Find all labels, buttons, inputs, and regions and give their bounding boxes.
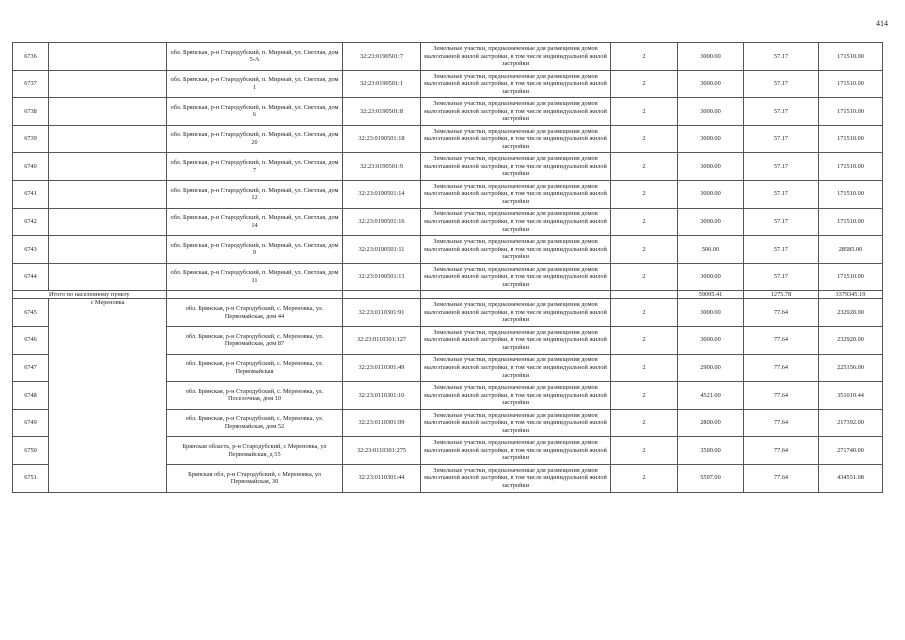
land-cadastral-table xyxy=(12,42,883,493)
category-cell: 2 xyxy=(611,464,678,492)
cadastral-number-cell: 32:23:0110301:10 xyxy=(343,382,421,410)
address-cell: обл. Брянская, р-н Стародубский, п. Мирный, ул. Светлая, дом 6 xyxy=(167,98,343,126)
cadastral-value-cell: 171510.00 xyxy=(819,43,883,71)
address-cell: обл. Брянская, р-н Стародубский, с. Мереновка, ул. Поселочная, дом 10 xyxy=(167,382,343,410)
address-cell: обл. Брянская, р-н Стародубский, п. Мирный, ул. Светлая, дом 1 xyxy=(167,70,343,98)
table-row xyxy=(13,180,883,208)
row-number: 6751 xyxy=(13,464,49,492)
cadastral-value-cell: 271740.00 xyxy=(819,437,883,465)
cadastral-value-cell: 232920.00 xyxy=(819,326,883,354)
table-row xyxy=(13,263,883,291)
land-use-cell: Земельные участки, предназначенные для размещения домов малоэтажной жилой застройки, в том числе индивидуальной жилой застройки xyxy=(421,208,611,236)
land-use-cell: Земельные участки, предназначенные для размещения домов малоэтажной жилой застройки, в том числе индивидуальной жилой застройки xyxy=(421,437,611,465)
address-cell: обл. Брянская, р-н Стародубский, с. Мереновка, ул. Первомайская xyxy=(167,354,343,382)
cadastral-number-cell: 32:23:0110301:91 xyxy=(343,299,421,327)
rate-cell: 57.17 xyxy=(744,236,819,264)
cadastral-number-cell: 32:23:0110301:49 xyxy=(343,354,421,382)
empty-cell xyxy=(611,291,678,299)
table-row xyxy=(13,153,883,181)
area-cell: 4521.00 xyxy=(678,382,744,410)
land-use-cell: Земельные участки, предназначенные для размещения домов малоэтажной жилой застройки, в том числе индивидуальной жилой застройки xyxy=(421,70,611,98)
rate-cell: 57.17 xyxy=(744,70,819,98)
area-cell: 3000.00 xyxy=(678,208,744,236)
rate-cell: 57.17 xyxy=(744,180,819,208)
subtotal-rate: 1275.78 xyxy=(744,291,819,299)
category-cell: 2 xyxy=(611,98,678,126)
rate-cell: 57.17 xyxy=(744,263,819,291)
row-number: 6737 xyxy=(13,70,49,98)
cadastral-value-cell: 171510.00 xyxy=(819,208,883,236)
category-cell: 2 xyxy=(611,70,678,98)
cadastral-value-cell: 217392.00 xyxy=(819,409,883,437)
cadastral-number-cell: 32:23:0110301:44 xyxy=(343,464,421,492)
row-number: 6748 xyxy=(13,382,49,410)
category-cell: 2 xyxy=(611,382,678,410)
land-use-cell: Земельные участки, предназначенные для размещения домов малоэтажной жилой застройки, в том числе индивидуальной жилой застройки xyxy=(421,326,611,354)
cadastral-value-cell: 171510.00 xyxy=(819,153,883,181)
address-cell: обл. Брянская, р-н Стародубский, п. Мирный, ул. Светлая, дом 20 xyxy=(167,125,343,153)
cadastral-value-cell: 171510.00 xyxy=(819,70,883,98)
area-cell: 3000.00 xyxy=(678,263,744,291)
locality-cell xyxy=(49,208,167,236)
area-cell: 2800.00 xyxy=(678,409,744,437)
cadastral-number-cell: 32:23:0190501:13 xyxy=(343,263,421,291)
address-cell: обл. Брянская, р-н Стародубский, п. Мирный, ул. Светлая, дом 9 xyxy=(167,236,343,264)
cadastral-value-cell: 351010.44 xyxy=(819,382,883,410)
cadastral-value-cell: 171510.00 xyxy=(819,180,883,208)
cadastral-number-cell: 32:23:0190501:7 xyxy=(343,43,421,71)
cadastral-number-cell: 32:23:0190501:9 xyxy=(343,153,421,181)
land-use-cell: Земельные участки, предназначенные для размещения домов малоэтажной жилой застройки, в том числе индивидуальной жилой застройки xyxy=(421,236,611,264)
rate-cell: 57.17 xyxy=(744,125,819,153)
address-cell: Брянская область, р-н Стародубский, с Мереновка, ул Первомайская, д 55 xyxy=(167,437,343,465)
row-number: 6745 xyxy=(13,299,49,327)
category-cell: 2 xyxy=(611,43,678,71)
address-cell: обл. Брянская, р-н Стародубский, п. Мирный, ул. Светлая, дом 7 xyxy=(167,153,343,181)
category-cell: 2 xyxy=(611,263,678,291)
land-use-cell: Земельные участки, предназначенные для размещения домов малоэтажной жилой застройки, в том числе индивидуальной жилой застройки xyxy=(421,153,611,181)
cadastral-number-cell: 32:23:0190501:14 xyxy=(343,180,421,208)
row-number: 6736 xyxy=(13,43,49,71)
cadastral-number-cell: 32:23:0110301:127 xyxy=(343,326,421,354)
land-use-cell: Земельные участки, предназначенные для размещения домов малоэтажной жилой застройки, в том числе индивидуальной жилой застройки xyxy=(421,299,611,327)
row-number: 6743 xyxy=(13,236,49,264)
address-cell: обл. Брянская, р-н Стародубский, п. Мирный, ул. Светлая, дом 12 xyxy=(167,180,343,208)
land-use-cell: Земельные участки, предназначенные для размещения домов малоэтажной жилой застройки, в том числе индивидуальной жилой застройки xyxy=(421,180,611,208)
rate-cell: 77.64 xyxy=(744,326,819,354)
cadastral-value-cell: 171510.00 xyxy=(819,263,883,291)
category-cell: 2 xyxy=(611,326,678,354)
row-number: 6750 xyxy=(13,437,49,465)
locality-cell xyxy=(49,98,167,126)
row-number: 6744 xyxy=(13,263,49,291)
locality-cell xyxy=(49,153,167,181)
table-row xyxy=(13,43,883,71)
cadastral-number-cell: 32:23:0190501:11 xyxy=(343,236,421,264)
row-number: 6741 xyxy=(13,180,49,208)
cadastral-number-cell: 32:23:0190501:1 xyxy=(343,70,421,98)
cadastral-number-cell: 32:23:0190501:18 xyxy=(343,125,421,153)
category-cell: 2 xyxy=(611,437,678,465)
land-use-cell: Земельные участки, предназначенные для размещения домов малоэтажной жилой застройки, в том числе индивидуальной жилой застройки xyxy=(421,354,611,382)
empty-cell xyxy=(421,291,611,299)
area-cell: 500.00 xyxy=(678,236,744,264)
empty-cell xyxy=(167,291,343,299)
address-cell: обл. Брянская, р-н Стародубский, с. Мереновка, ул. Первомайская, дом 44 xyxy=(167,299,343,327)
row-number: 6746 xyxy=(13,326,49,354)
category-cell: 2 xyxy=(611,409,678,437)
table-row xyxy=(13,70,883,98)
subtotal-row xyxy=(13,291,883,299)
row-number: 6749 xyxy=(13,409,49,437)
area-cell: 2900.00 xyxy=(678,354,744,382)
rate-cell: 77.64 xyxy=(744,382,819,410)
cadastral-value-cell: 434551.08 xyxy=(819,464,883,492)
subtotal-area: 59095.41 xyxy=(678,291,744,299)
address-cell: обл. Брянская, р-н Стародубский, п. Мирный, ул. Светлая, дом 11 xyxy=(167,263,343,291)
row-number: 6740 xyxy=(13,153,49,181)
area-cell: 3000.00 xyxy=(678,153,744,181)
address-cell: обл. Брянская, р-н Стародубский, п. Мирный, ул. Светлая, дом 5-А xyxy=(167,43,343,71)
category-cell: 2 xyxy=(611,153,678,181)
rate-cell: 57.17 xyxy=(744,153,819,181)
area-cell: 3000.00 xyxy=(678,326,744,354)
land-use-cell: Земельные участки, предназначенные для размещения домов малоэтажной жилой застройки, в том числе индивидуальной жилой застройки xyxy=(421,263,611,291)
cadastral-value-cell: 171510.00 xyxy=(819,125,883,153)
table-row xyxy=(13,98,883,126)
empty-cell xyxy=(343,291,421,299)
row-number: 6739 xyxy=(13,125,49,153)
table-row xyxy=(13,208,883,236)
cadastral-number-cell: 32:23:0190501:8 xyxy=(343,98,421,126)
table-row xyxy=(13,299,883,327)
address-cell: обл. Брянская, р-н Стародубский, с. Мереновка, ул. Первомайская, дом 87 xyxy=(167,326,343,354)
area-cell: 3000.00 xyxy=(678,125,744,153)
land-use-cell: Земельные участки, предназначенные для размещения домов малоэтажной жилой застройки, в том числе индивидуальной жилой застройки xyxy=(421,125,611,153)
category-cell: 2 xyxy=(611,354,678,382)
cadastral-number-cell: 32:23:0110301:99 xyxy=(343,409,421,437)
category-cell: 2 xyxy=(611,208,678,236)
locality-cell xyxy=(49,70,167,98)
land-use-cell: Земельные участки, предназначенные для размещения домов малоэтажной жилой застройки, в том числе индивидуальной жилой застройки xyxy=(421,464,611,492)
subtotal-value: 3379345.19 xyxy=(819,291,883,299)
area-cell: 3500.00 xyxy=(678,437,744,465)
rate-cell: 57.17 xyxy=(744,208,819,236)
rate-cell: 57.17 xyxy=(744,43,819,71)
rate-cell: 77.64 xyxy=(744,354,819,382)
cadastral-number-cell: 32:23:0190501:16 xyxy=(343,208,421,236)
cadastral-value-cell: 232920.00 xyxy=(819,299,883,327)
land-use-cell: Земельные участки, предназначенные для размещения домов малоэтажной жилой застройки, в том числе индивидуальной жилой застройки xyxy=(421,98,611,126)
cadastral-value-cell: 28585.00 xyxy=(819,236,883,264)
category-cell: 2 xyxy=(611,180,678,208)
land-use-cell: Земельные участки, предназначенные для размещения домов малоэтажной жилой застройки, в том числе индивидуальной жилой застройки xyxy=(421,409,611,437)
subtotal-label: Итого по населенному пункту xyxy=(13,291,167,299)
land-use-cell: Земельные участки, предназначенные для размещения домов малоэтажной жилой застройки, в том числе индивидуальной жилой застройки xyxy=(421,382,611,410)
locality-cell: с Мереновка xyxy=(49,299,167,492)
page-number: 414 xyxy=(876,19,888,28)
locality-cell xyxy=(49,263,167,291)
rate-cell: 77.64 xyxy=(744,409,819,437)
locality-cell xyxy=(49,180,167,208)
table-row xyxy=(13,125,883,153)
rate-cell: 77.64 xyxy=(744,299,819,327)
cadastral-value-cell: 225156.00 xyxy=(819,354,883,382)
area-cell: 3000.00 xyxy=(678,70,744,98)
area-cell: 3000.00 xyxy=(678,98,744,126)
area-cell: 3000.00 xyxy=(678,43,744,71)
locality-cell xyxy=(49,125,167,153)
row-number: 6738 xyxy=(13,98,49,126)
area-cell: 3000.00 xyxy=(678,180,744,208)
locality-cell xyxy=(49,43,167,71)
land-use-cell: Земельные участки, предназначенные для размещения домов малоэтажной жилой застройки, в том числе индивидуальной жилой застройки xyxy=(421,43,611,71)
cadastral-value-cell: 171510.00 xyxy=(819,98,883,126)
category-cell: 2 xyxy=(611,299,678,327)
area-cell: 3000.00 xyxy=(678,299,744,327)
locality-cell xyxy=(49,236,167,264)
category-cell: 2 xyxy=(611,125,678,153)
rate-cell: 57.17 xyxy=(744,98,819,126)
row-number: 6742 xyxy=(13,208,49,236)
table-row xyxy=(13,236,883,264)
area-cell: 5597.00 xyxy=(678,464,744,492)
address-cell: обл. Брянская, р-н Стародубский, с. Мереновка, ул. Первомайская, дом 52 xyxy=(167,409,343,437)
address-cell: обл. Брянская, р-н Стародубский, п. Мирный, ул. Светлая, дом 14 xyxy=(167,208,343,236)
rate-cell: 77.64 xyxy=(744,464,819,492)
rate-cell: 77.64 xyxy=(744,437,819,465)
cadastral-number-cell: 32:23:0110301:275 xyxy=(343,437,421,465)
category-cell: 2 xyxy=(611,236,678,264)
address-cell: Брянская обл, р-н Стародубский, с Мереновка, ул Первомайская, 30 xyxy=(167,464,343,492)
row-number: 6747 xyxy=(13,354,49,382)
